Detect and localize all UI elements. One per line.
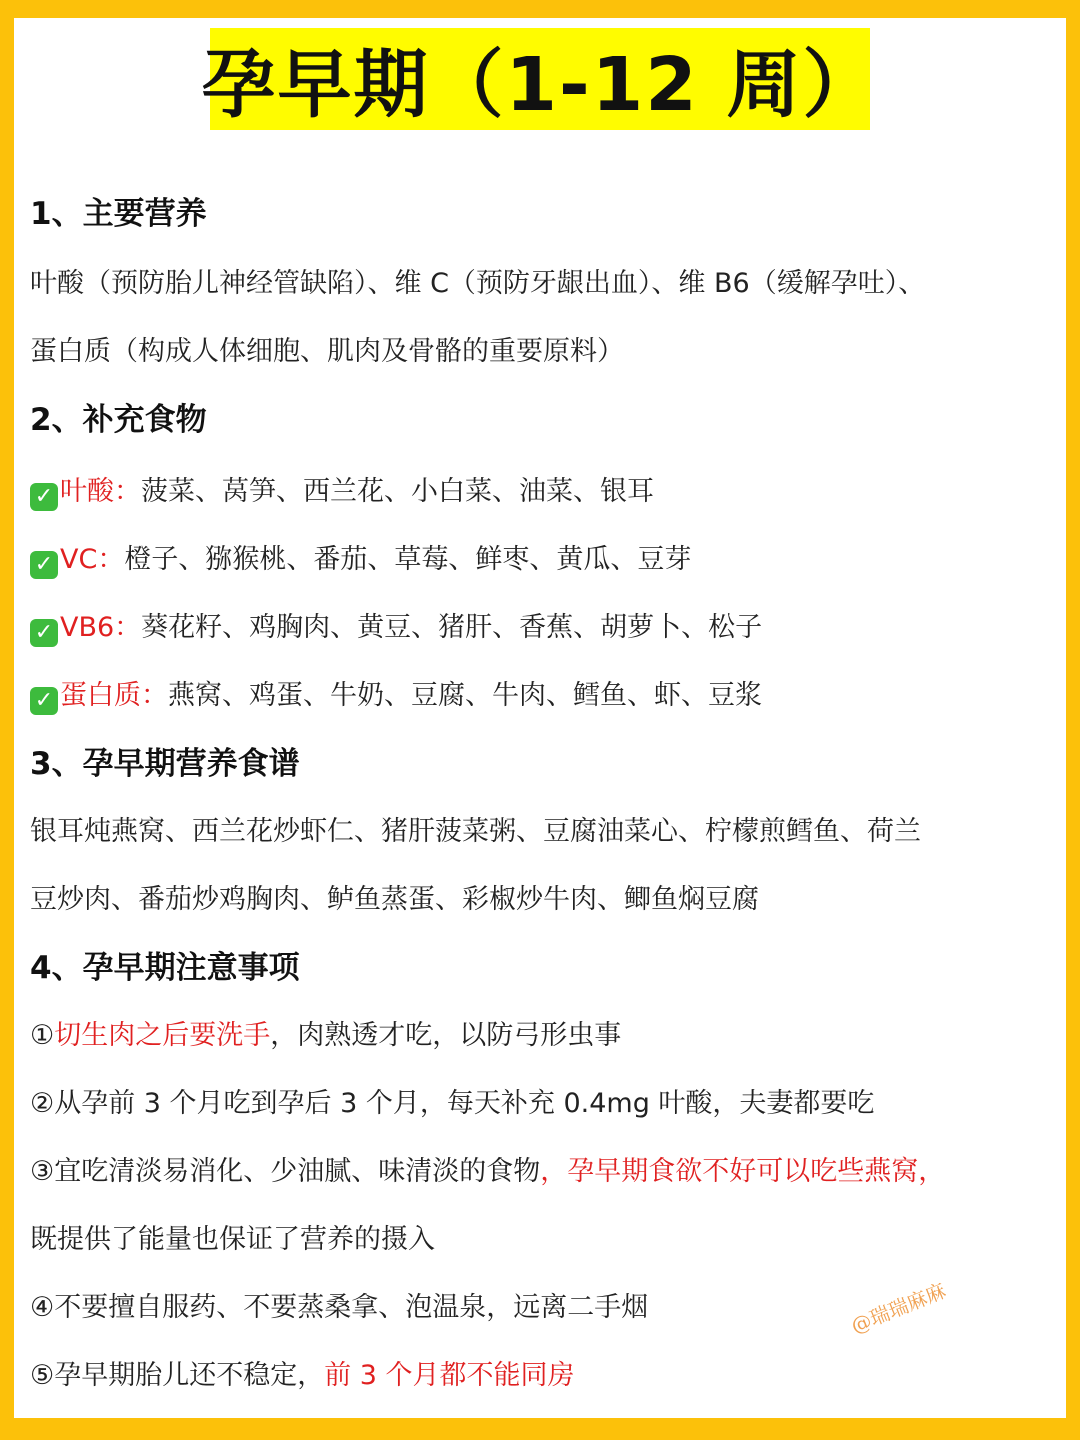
note-4: ④不要擅自服药、不要蒸桑拿、泡温泉，远离二手烟 bbox=[30, 1292, 649, 1323]
check-icon: ✓ bbox=[30, 551, 58, 579]
watermark: @瑞瑞麻麻 bbox=[847, 1278, 950, 1338]
note-1 bbox=[30, 1018, 621, 1054]
section-3-heading: 3、孕早期营养食谱 bbox=[30, 746, 300, 782]
title-highlight bbox=[201, 28, 879, 130]
page-title: 孕早期（1-12 周） bbox=[201, 42, 879, 128]
section-4-heading: 4、孕早期注意事项 bbox=[30, 950, 300, 986]
section-3-line-2: 豆炒肉、番茄炒鸡胸肉、鲈鱼蒸蛋、彩椒炒牛肉、鲫鱼焖豆腐 bbox=[30, 884, 759, 915]
food-item-protein bbox=[30, 678, 762, 715]
food-list: 菠菜、莴笋、西兰花、小白菜、油菜、银耳 bbox=[141, 476, 654, 507]
food-item-vc bbox=[30, 542, 691, 579]
content-card bbox=[14, 18, 1066, 1418]
food-item-vb6 bbox=[30, 610, 762, 647]
food-list: 燕窝、鸡蛋、牛奶、豆腐、牛肉、鳕鱼、虾、豆浆 bbox=[168, 680, 762, 711]
section-2-heading: 2、补充食物 bbox=[30, 402, 207, 438]
check-icon: ✓ bbox=[30, 483, 58, 511]
food-label: 蛋白质： bbox=[60, 680, 168, 711]
section-1-line-1: 叶酸（预防胎儿神经管缺陷）、维 C（预防牙龈出血）、维 B6（缓解孕吐）、 bbox=[30, 268, 926, 299]
food-label: VC： bbox=[60, 544, 125, 575]
section-1-heading: 1、主要营养 bbox=[30, 196, 207, 232]
food-list: 橙子、猕猴桃、番茄、草莓、鲜枣、黄瓜、豆芽 bbox=[124, 544, 692, 575]
note-5-highlight: 前 3 个月都不能同房 bbox=[324, 1360, 575, 1391]
food-label: 叶酸： bbox=[60, 476, 141, 507]
note-1-text: ，肉熟透才吃，以防弓形虫事 bbox=[270, 1020, 622, 1051]
check-icon: ✓ bbox=[30, 687, 58, 715]
note-1-number: ① bbox=[30, 1020, 55, 1051]
note-5 bbox=[30, 1358, 575, 1394]
check-icon: ✓ bbox=[30, 619, 58, 647]
note-1-highlight: 切生肉之后要洗手 bbox=[54, 1020, 271, 1051]
food-label: VB6： bbox=[60, 612, 142, 643]
note-5-text: ⑤孕早期胎儿还不稳定， bbox=[30, 1360, 325, 1391]
note-2: ②从孕前 3 个月吃到孕后 3 个月，每天补充 0.4mg 叶酸，夫妻都要吃 bbox=[30, 1088, 875, 1119]
food-item-folic-acid bbox=[30, 474, 654, 511]
section-3-line-1: 银耳炖燕窝、西兰花炒虾仁、猪肝菠菜粥、豆腐油菜心、柠檬煎鳕鱼、荷兰 bbox=[30, 816, 921, 847]
section-1-line-2: 蛋白质（构成人体细胞、肌肉及骨骼的重要原料） bbox=[30, 336, 624, 367]
note-3-text: ③宜吃清淡易消化、少油腻、味清淡的食物 bbox=[30, 1156, 541, 1187]
note-3-highlight: ，孕早期食欲不好可以吃些燕窝， bbox=[540, 1156, 946, 1187]
note-3 bbox=[30, 1154, 945, 1190]
food-list: 葵花籽、鸡胸肉、黄豆、猪肝、香蕉、胡萝卜、松子 bbox=[141, 612, 763, 643]
note-3-continuation: 既提供了能量也保证了营养的摄入 bbox=[30, 1224, 435, 1255]
